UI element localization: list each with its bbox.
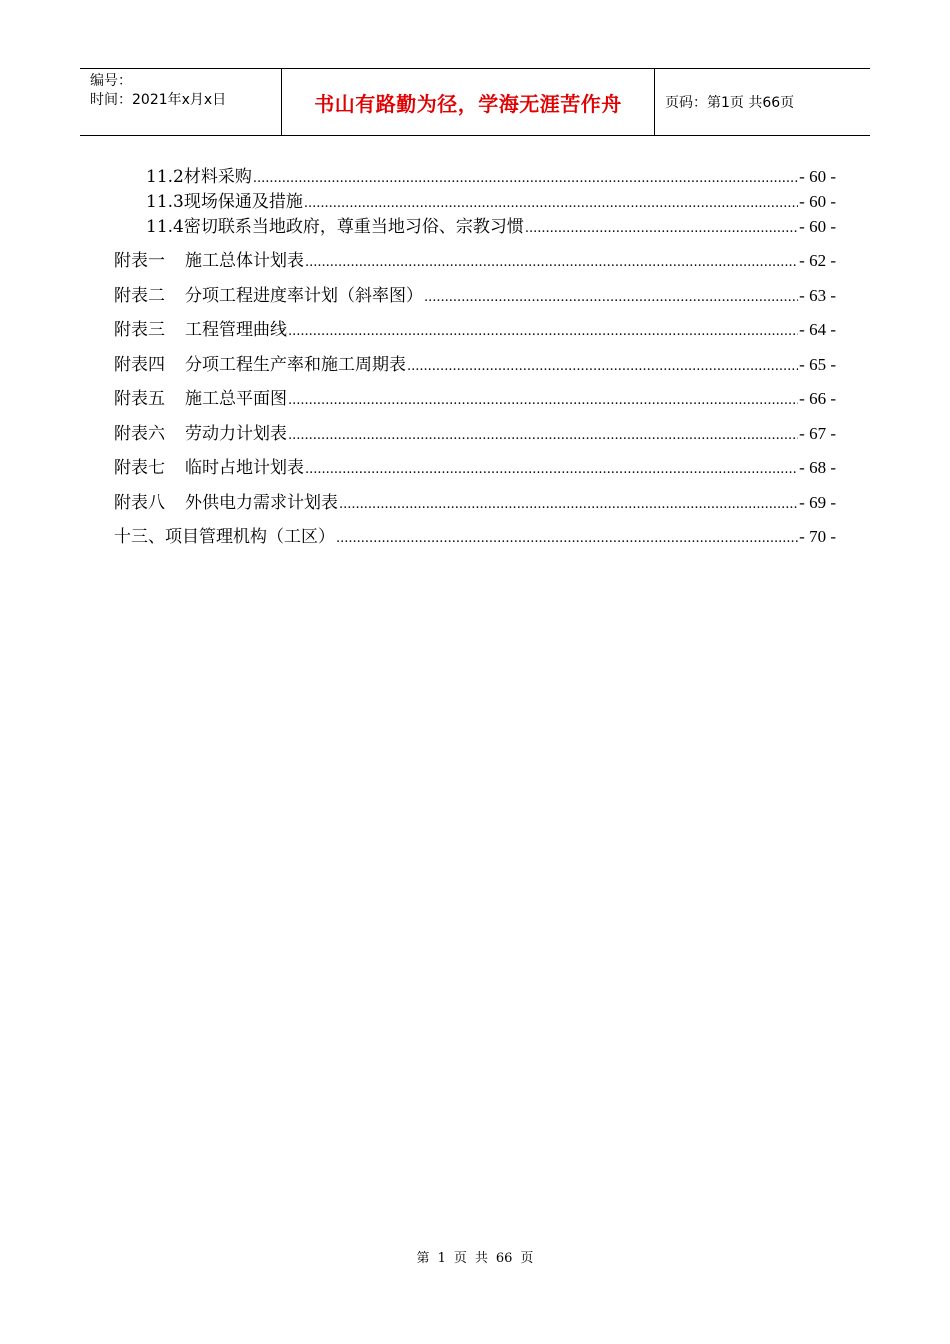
- toc-entry-prefix: 附表七: [114, 458, 165, 478]
- toc-dot-leader: [305, 255, 798, 270]
- toc-dot-leader: [304, 196, 798, 211]
- toc-entry-label: 分项工程生产率和施工周期表: [185, 355, 406, 375]
- header-page-info: 页码：第1页 共66页: [665, 95, 795, 111]
- toc-entry-prefix: 附表六: [114, 424, 165, 444]
- toc-entry-page: - 63 -: [799, 286, 836, 305]
- document-header: [80, 68, 870, 136]
- toc-entry-11-3[interactable]: [146, 187, 836, 212]
- toc-entry-page: - 68 -: [799, 458, 836, 477]
- toc-entry-appendix-7[interactable]: [114, 453, 836, 478]
- toc-dot-leader: [407, 359, 798, 374]
- footer-page-number: 1: [437, 1251, 446, 1266]
- toc-entry-11-4[interactable]: [146, 212, 836, 237]
- header-motto: 书山有路勤为径，学海无涯苦作舟: [282, 69, 655, 135]
- toc-entry-label: 施工总体计划表: [185, 251, 304, 271]
- toc-entry-label: 工程管理曲线: [185, 320, 287, 340]
- toc-entry-appendix-2[interactable]: [114, 281, 836, 306]
- toc-entry-prefix: 附表二: [114, 286, 165, 306]
- toc-entry-label: 11.3现场保通及措施: [146, 192, 303, 212]
- toc-entry-label: 十三、项目管理机构（工区）: [114, 527, 335, 547]
- toc-dot-leader: [253, 171, 798, 186]
- toc-entry-page: - 64 -: [799, 320, 836, 339]
- document-time-label: 时间：2021年x月x日: [90, 92, 227, 108]
- toc-dot-leader: [288, 393, 798, 408]
- toc-entry-prefix: 附表三: [114, 320, 165, 340]
- toc-entry-page: - 69 -: [799, 493, 836, 512]
- footer-text: 第: [416, 1251, 430, 1266]
- toc-entry-page: - 62 -: [799, 251, 836, 270]
- document-number-label: 编号：: [90, 73, 132, 89]
- toc-entry-prefix: 附表八: [114, 493, 165, 513]
- toc-entry-page: - 65 -: [799, 355, 836, 374]
- toc-entry-appendix-5[interactable]: [114, 384, 836, 409]
- toc-entry-appendix-8[interactable]: [114, 488, 836, 513]
- toc-entry-label: 11.2材料采购: [146, 167, 252, 187]
- header-meta-cell: [80, 69, 282, 135]
- toc-entry-label: 劳动力计划表: [185, 424, 287, 444]
- toc-entry-prefix: 附表一: [114, 251, 165, 271]
- toc-dot-leader: [305, 462, 798, 477]
- toc-entry-appendix-3[interactable]: [114, 315, 836, 340]
- toc-entry-appendix-4[interactable]: [114, 350, 836, 375]
- toc-dot-leader: [288, 428, 798, 443]
- toc-entry-label: 外供电力需求计划表: [185, 493, 338, 513]
- toc-entry-label: 11.4密切联系当地政府，尊重当地习俗、宗教习惯: [146, 217, 524, 237]
- toc-dot-leader: [525, 221, 798, 236]
- footer-text: 共: [474, 1251, 488, 1266]
- toc-entry-label: 临时占地计划表: [185, 458, 304, 478]
- toc-entry-page: - 60 -: [799, 192, 836, 211]
- toc-entry-page: - 67 -: [799, 424, 836, 443]
- toc-entry-label: 分项工程进度率计划（斜率图）: [185, 286, 423, 306]
- toc-entry-page: - 60 -: [799, 217, 836, 236]
- toc-entry-label: 施工总平面图: [185, 389, 287, 409]
- toc-entry-11-2[interactable]: [146, 162, 836, 187]
- footer-text: 页: [520, 1251, 534, 1266]
- toc-dot-leader: [336, 531, 798, 546]
- toc-dot-leader: [424, 290, 798, 305]
- toc-entry-page: - 60 -: [799, 167, 836, 186]
- page-footer: [0, 1247, 950, 1266]
- toc-entry-section-13[interactable]: [114, 522, 836, 547]
- toc-entry-page: - 70 -: [799, 527, 836, 546]
- toc-entry-prefix: 附表五: [114, 389, 165, 409]
- toc-entry-page: - 66 -: [799, 389, 836, 408]
- toc-entry-appendix-1[interactable]: [114, 246, 836, 271]
- toc-dot-leader: [288, 324, 798, 339]
- toc-entry-appendix-6[interactable]: [114, 419, 836, 444]
- footer-text: 页: [453, 1251, 467, 1266]
- toc-dot-leader: [339, 497, 798, 512]
- toc-entry-prefix: 附表四: [114, 355, 165, 375]
- footer-total-pages: 66: [495, 1251, 513, 1266]
